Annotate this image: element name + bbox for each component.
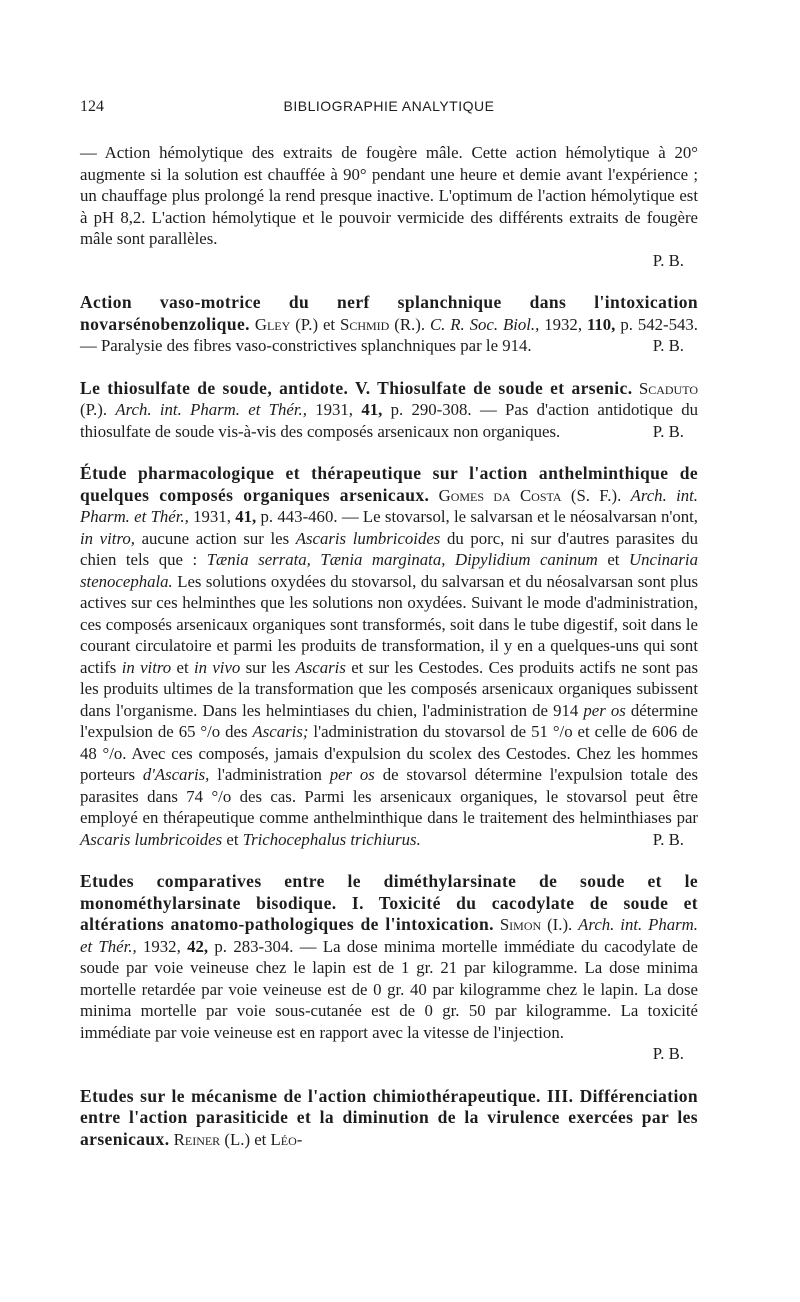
abstract-title: Le thiosulfate de soude, antidote. V. Thiosulfate de soude et arsenic. — [80, 377, 633, 398]
summary-text: — Le stovarsol, le salvarsan et le néosalvarsan n'ont, — [341, 507, 699, 526]
journal-name: Arch. int. Pharm. et Thér., — [80, 915, 698, 956]
summary-text: du porc, ni sur d'autres parasites du chien tels que : — [80, 528, 698, 569]
abstract-body — [80, 1086, 698, 1151]
abstract-body — [80, 871, 698, 1043]
author-initials: (L.) et — [224, 1129, 267, 1149]
summary-text: détermine l'expulsion de 65 °/o des — [80, 700, 698, 741]
abstract-entry — [80, 463, 698, 850]
volume: 110, — [586, 314, 616, 334]
abstract-title: Etudes comparatives entre le diméthylarsinate de soude et le monométhylarsinate bisodique. I. Toxicité du cacodylate de soude et altérations anatomo-pathologiques de l'intoxication. — [80, 871, 698, 934]
summary-text: et — [226, 829, 239, 849]
author-initials: (R.). — [394, 314, 426, 334]
pages: p. 542-543. — [620, 314, 698, 334]
author-name: Schmid — [340, 314, 390, 334]
latin-term: Trichocephalus trichiurus. — [242, 829, 421, 849]
year: 1931, — [315, 400, 353, 419]
abstract-entry — [80, 292, 698, 357]
latin-term: per os — [329, 765, 375, 784]
latin-term: d'Ascaris, — [142, 765, 210, 784]
pages: p. 290-308. — [390, 400, 472, 419]
summary-text: — Paralysie des fibres vaso-constrictives splanchniques par le 914. — [80, 336, 532, 355]
running-title: BIBLIOGRAPHIE ANALYTIQUE — [283, 98, 495, 114]
author-name: Gomes da Costa — [438, 485, 562, 505]
signature: P. B. — [652, 250, 684, 270]
volume: 42, — [187, 936, 209, 956]
volume: 41, — [235, 507, 257, 526]
latin-term: in vitro, — [80, 528, 135, 548]
pages: p. 443-460. — [260, 507, 338, 526]
journal-name: Arch. int. Pharm. et Thér., — [80, 485, 698, 526]
volume: 41, — [361, 400, 383, 419]
abstract-title: Étude pharmacologique et thérapeutique sur l'action anthelminthique de quelques composés organiques arsenicaux. — [80, 463, 698, 505]
author-initials: (I.). — [547, 915, 573, 934]
author-name: Scaduto — [638, 378, 699, 398]
latin-term: Uncinaria stenocephala. — [80, 550, 698, 591]
page-header — [80, 98, 698, 116]
year: 1931, — [193, 507, 231, 526]
summary-text: l'administration — [217, 765, 322, 784]
summary-text: et sur les Cestodes. Ces produits actifs ne sont pas les produits ultimes de la transformation que les composés arsenicaux organiques subissent dans l'organisme. Dans les helmintiases du chien, l'administration de 914 — [80, 657, 698, 720]
abstract-entry — [80, 1086, 698, 1151]
author-name: Léo- — [270, 1129, 303, 1149]
abstract-body — [80, 292, 698, 357]
author-initials: (P.). — [80, 400, 108, 419]
signature: P. B. — [652, 421, 684, 441]
latin-term: Ascaris lumbricoides — [80, 829, 223, 849]
author-initials: (P.) et — [295, 314, 336, 334]
author-name: Simon — [499, 915, 542, 934]
latin-term: Ascaris — [295, 657, 346, 677]
signature: P. B. — [652, 336, 684, 355]
summary-text: et — [176, 657, 189, 677]
abstract-title: Action vaso-motrice du nerf splanchnique dans l'intoxication novarsénobenzolique. — [80, 292, 698, 334]
summary-text: de stovarsol détermine l'expulsion totale des parasites dans 74 °/o des cas. Parmi les arsenicaux organiques, le stovarsol peut être employé en thérapeutique comme anthelminthique dans le traitement des helminthiases par — [80, 765, 698, 827]
signature: P. B. — [652, 1044, 684, 1063]
latin-term: Ascaris; — [252, 722, 309, 741]
abstract-title: Etudes sur le mécanisme de l'action chimiothérapeutique. III. Différenciation entre l'action parasiticide et la diminution de la virulence exercées par les arsenicaux. — [80, 1085, 698, 1149]
summary-text: sur les — [245, 657, 291, 677]
author-name: Gley — [254, 314, 291, 334]
summary-text: — La dose minima mortelle immédiate du cacodylate de soude par voie veineuse chez le lapin est de 1 gr. 21 par kilogramme. La dose minima mortelle retardée par voie veineuse est de 0 gr. 40 par kilogramme chez le lapin. La dose minima mortelle par voie sous-cutanée est de 0 gr. 50 par kilogramme. La toxicité immédiate par voie veineuse est en rapport avec la vitesse de l'injection. — [80, 936, 698, 1042]
author-initials: (S. F.). — [570, 485, 622, 505]
year: 1932, — [143, 936, 181, 956]
latin-term: per os — [583, 700, 626, 720]
page-number: 124 — [80, 98, 104, 115]
abstract-text: — Action hémolytique des extraits de fougère mâle. Cette action hémolytique à 20° augmente si la solution est chauffée à 90° pendant une heure et demie avant l'expérience ; un chauffage plus prolongé la rend presque inactive. L'optimum de l'action hémolytique est à pH 8,2. L'action hémolytique et le pouvoir vermicide des différents extraits de fougère mâle sont parallèles. — [80, 143, 698, 248]
abstract-entry — [80, 142, 698, 271]
summary-text: — Pas d'action antidotique du thiosulfate de soude vis-à-vis des composés arsenicaux non organiques. — [80, 400, 698, 441]
abstract-entry — [80, 871, 698, 1065]
summary-text: Les solutions oxydées du stovarsol, du salvarsan et du néosalvarsan sont plus actives sur ces helminthes que les solutions non oxydées. Suivant le mode d'administration, ces composés arsenicaux organiques sont transformés, soit dans le tube digestif, soit dans le courant circulatoire et parmi les produits de transformation, il y en a quelques-uns qui sont actifs — [80, 571, 698, 677]
year: 1932, — [544, 314, 583, 334]
abstract-entry — [80, 378, 698, 443]
latin-term: Ascaris lumbricoides — [295, 528, 441, 548]
author-name: Reiner — [173, 1129, 221, 1149]
journal-name: C. R. Soc. Biol., — [429, 314, 540, 334]
journal-name: Arch. int. Pharm. et Thér., — [115, 400, 307, 419]
summary-text: aucune action sur les — [141, 528, 290, 548]
signature: P. B. — [652, 829, 684, 849]
document-page — [80, 98, 698, 1171]
abstract-body — [80, 463, 698, 850]
abstract-body — [80, 378, 698, 443]
latin-term: in vitro — [121, 657, 172, 677]
latin-term: in vivo — [193, 657, 241, 677]
latin-term: Tænia serrata, Tænia marginata, Dipylidium caninum — [206, 550, 598, 569]
pages: p. 283-304. — [214, 936, 294, 956]
summary-text: et — [607, 550, 620, 569]
summary-text: l'administration du stovarsol de 51 °/o et celle de 606 de 48 °/o. Avec ces composés, jamais d'expulsion du scolex des Cestodes. Chez les hommes porteurs — [80, 722, 698, 784]
